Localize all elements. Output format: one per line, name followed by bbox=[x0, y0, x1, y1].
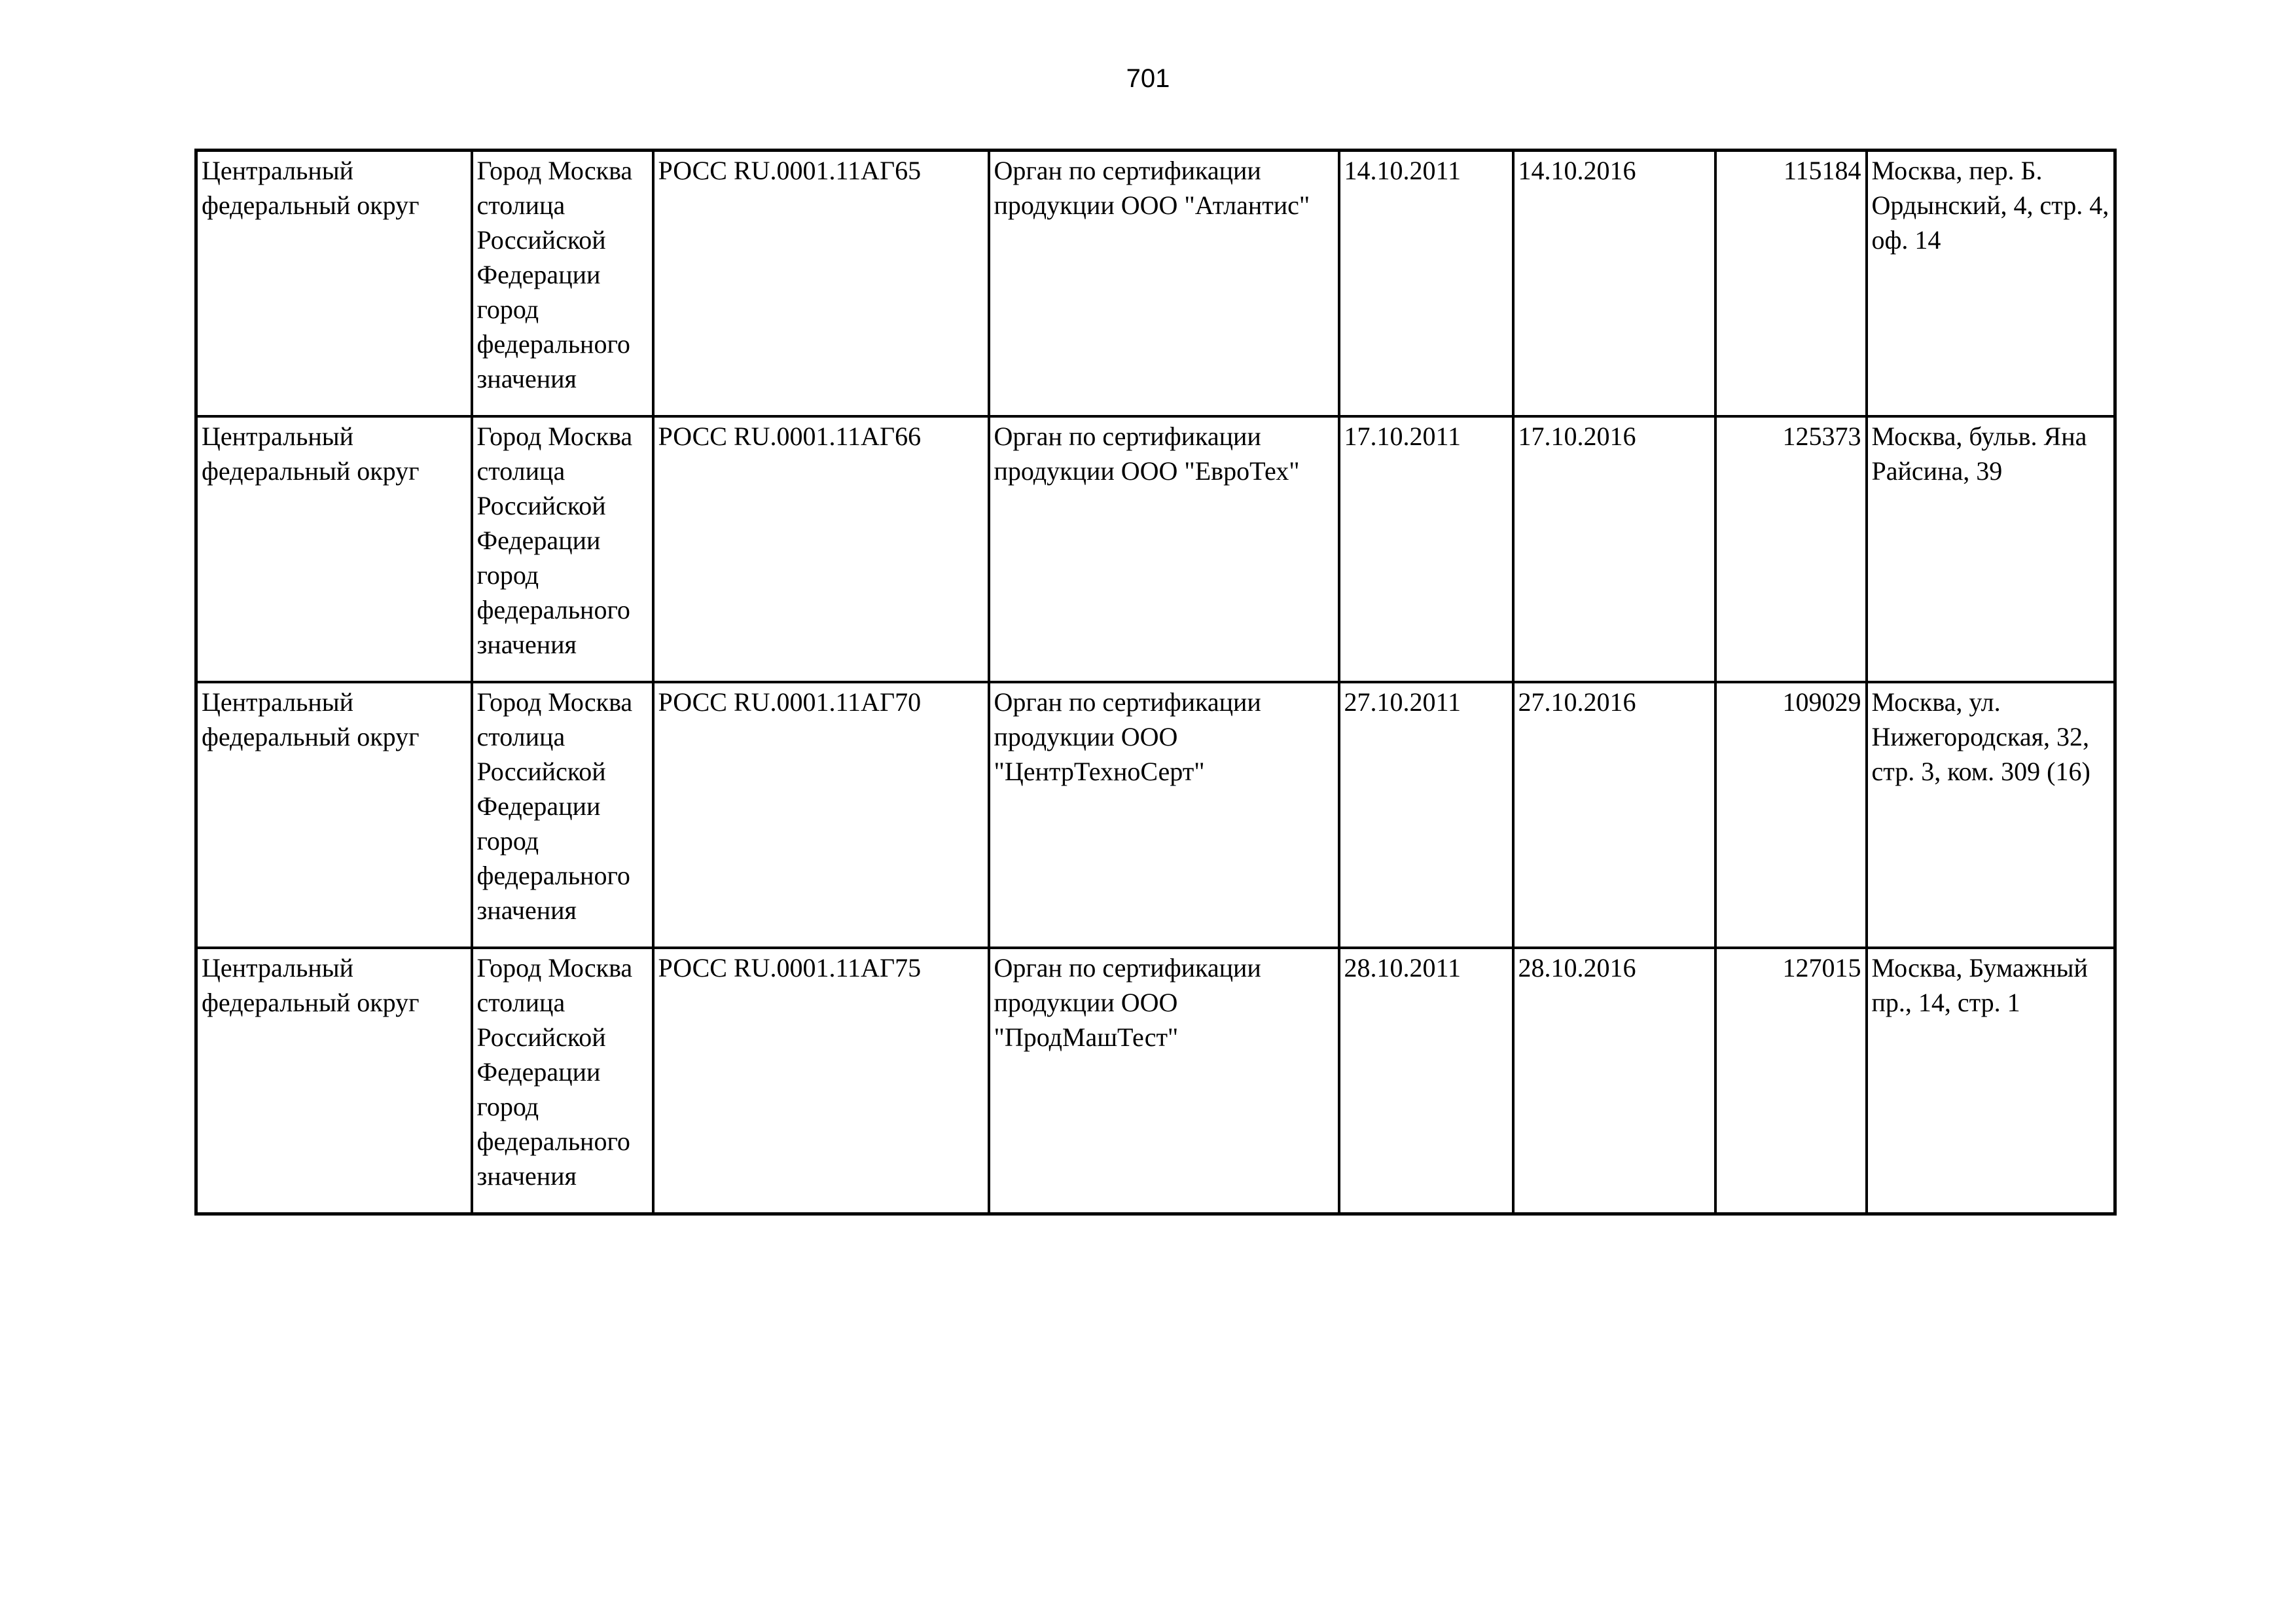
address-cell: Москва, бульв. Яна Райсина, 39 bbox=[1867, 416, 2115, 682]
organization-cell: Орган по сертификации продукции ООО "ЕвроТех" bbox=[989, 416, 1339, 682]
address-cell: Москва, ул. Нижегородская, 32, стр. 3, ком. 309 (16) bbox=[1867, 682, 2115, 948]
registration-number-cell: РОСС RU.0001.11АГ75 bbox=[653, 948, 989, 1214]
date-end-cell: 17.10.2016 bbox=[1513, 416, 1715, 682]
table-row bbox=[196, 682, 2115, 948]
organization-cell: Орган по сертификации продукции ООО "ЦентрТехноСерт" bbox=[989, 682, 1339, 948]
organization-cell: Орган по сертификации продукции ООО "Атлантис" bbox=[989, 151, 1339, 417]
page-number: 701 bbox=[1126, 64, 1170, 93]
postal-code-cell: 127015 bbox=[1715, 948, 1867, 1214]
postal-code-cell: 115184 bbox=[1715, 151, 1867, 417]
certification-registry-table bbox=[194, 149, 2117, 1216]
address-cell: Москва, Бумажный пр., 14, стр. 1 bbox=[1867, 948, 2115, 1214]
registration-number-cell: РОСС RU.0001.11АГ66 bbox=[653, 416, 989, 682]
date-end-cell: 14.10.2016 bbox=[1513, 151, 1715, 417]
table-row bbox=[196, 151, 2115, 417]
date-end-cell: 28.10.2016 bbox=[1513, 948, 1715, 1214]
date-end-cell: 27.10.2016 bbox=[1513, 682, 1715, 948]
table-row bbox=[196, 416, 2115, 682]
postal-code-cell: 125373 bbox=[1715, 416, 1867, 682]
date-start-cell: 27.10.2011 bbox=[1339, 682, 1513, 948]
date-start-cell: 17.10.2011 bbox=[1339, 416, 1513, 682]
district-cell: Центральный федеральный округ bbox=[196, 416, 472, 682]
region-cell: Город Москва столица Российской Федерации город федерального значения bbox=[472, 948, 653, 1214]
date-start-cell: 28.10.2011 bbox=[1339, 948, 1513, 1214]
region-cell: Город Москва столица Российской Федерации город федерального значения bbox=[472, 682, 653, 948]
address-cell: Москва, пер. Б. Ордынский, 4, стр. 4, оф. 14 bbox=[1867, 151, 2115, 417]
postal-code-cell: 109029 bbox=[1715, 682, 1867, 948]
organization-cell: Орган по сертификации продукции ООО "ПродМашТест" bbox=[989, 948, 1339, 1214]
registration-number-cell: РОСС RU.0001.11АГ70 bbox=[653, 682, 989, 948]
table-row bbox=[196, 948, 2115, 1214]
district-cell: Центральный федеральный округ bbox=[196, 151, 472, 417]
district-cell: Центральный федеральный округ bbox=[196, 682, 472, 948]
region-cell: Город Москва столица Российской Федерации город федерального значения bbox=[472, 151, 653, 417]
region-cell: Город Москва столица Российской Федерации город федерального значения bbox=[472, 416, 653, 682]
district-cell: Центральный федеральный округ bbox=[196, 948, 472, 1214]
registration-number-cell: РОСС RU.0001.11АГ65 bbox=[653, 151, 989, 417]
date-start-cell: 14.10.2011 bbox=[1339, 151, 1513, 417]
